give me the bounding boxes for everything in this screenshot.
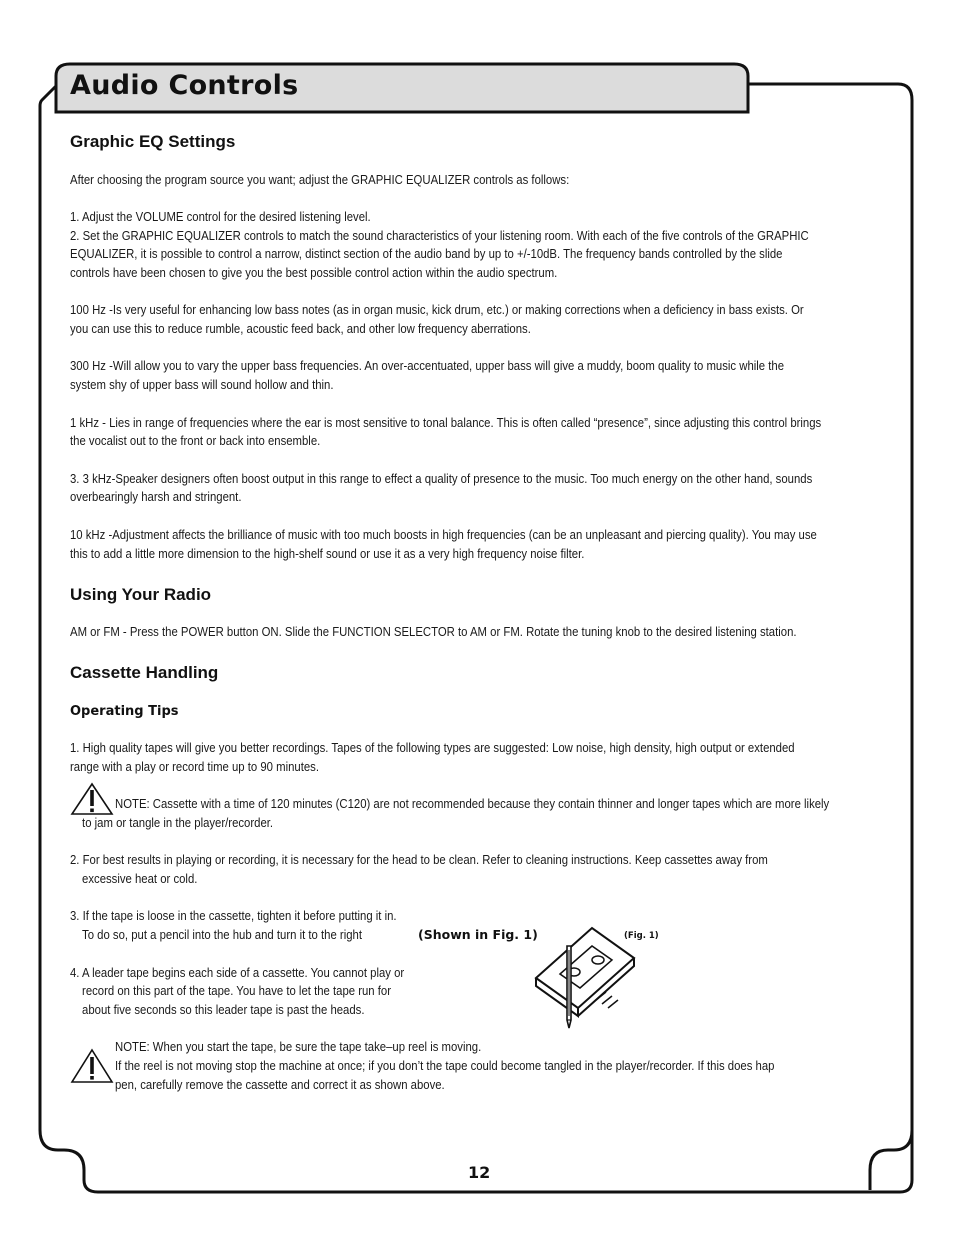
eq-3khz-line1: 3. 3 kHz-Speaker designers often boost output in this range to effect a quality of presence to the music. Too much energy on the other hand, sounds <box>70 471 813 486</box>
radio-text: AM or FM - Press the POWER button ON. Slide the FUNCTION SELECTOR to AM or FM. Rotate the tuning knob to the desired listening station. <box>70 624 797 639</box>
tip3-line2: To do so, put a pencil into the hub and turn it to the right <box>82 927 362 942</box>
eq-intro: After choosing the program source you want; adjust the GRAPHIC EQUALIZER controls as follows: <box>70 172 570 187</box>
warning-triangle-icon <box>70 1048 114 1084</box>
eq-100hz-line1: 100 Hz -Is very useful for enhancing low bass notes (as in organ music, kick drum, etc.) or making corrections when a deficiency in bass exists. Or <box>70 302 804 317</box>
eq-300hz-line2: system shy of upper bass will sound hollow and thin. <box>70 377 334 392</box>
note2-line3: pen, carefully remove the cassette and correct it as shown above. <box>115 1077 445 1092</box>
operating-tips-heading: Operating Tips <box>70 704 179 719</box>
tip3-line1: 3. If the tape is loose in the cassette, tighten it before putting it in. <box>70 908 397 923</box>
page-title: Audio Controls <box>70 70 299 101</box>
eq-3khz-line2: overbearingly harsh and stringent. <box>70 489 242 504</box>
warning-triangle-icon <box>70 782 114 816</box>
eq-step2-line3: controls have been chosen to give you the best possible control action within the audio spectrum. <box>70 265 558 280</box>
tip4-line2: record on this part of the tape. You have to let the tape run for <box>82 983 391 998</box>
tip1-line2: range with a play or record time up to 90 minutes. <box>70 759 320 774</box>
eq-300hz-line1: 300 Hz -Will allow you to vary the upper bass frequencies. An over-accentuated, upper bass will give a muddy, boom quality to music while the <box>70 358 785 373</box>
tip1-line1: 1. High quality tapes will give you better recordings. Tapes of the following types are suggested: Low noise, high density, high output or extended <box>70 740 795 755</box>
note2-line1: NOTE: When you start the tape, be sure the tape take–up reel is moving. <box>115 1039 482 1054</box>
eq-step2-line1: 2. Set the GRAPHIC EQUALIZER controls to match the sound characteristics of your listening room. With each of the five controls of the GRAPHIC <box>70 228 809 243</box>
eq-heading: Graphic EQ Settings <box>70 132 236 151</box>
fig-1-label: (Fig. 1) <box>624 931 659 941</box>
note1-line1: NOTE: Cassette with a time of 120 minutes (C120) are not recommended because they contain thinner and longer tapes which are more likely <box>115 796 830 811</box>
eq-1khz-line1: 1 kHz - Lies in range of frequencies where the ear is most sensitive to tonal balance. This is often called “presence”, since adjusting this control brings <box>70 415 822 430</box>
page-number: 12 <box>468 1163 491 1182</box>
note2-line2: If the reel is not moving stop the machine at once; if you don’t the tape could become tangled in the player/recorder. If this does hap <box>115 1058 775 1073</box>
cassette-pencil-figure <box>530 920 640 1035</box>
eq-step1: 1. Adjust the VOLUME control for the desired listening level. <box>70 209 371 224</box>
eq-10khz-line1: 10 kHz -Adjustment affects the brilliance of music with too much boosts in high frequencies (can be an unpleasant and piercing quality). You may use <box>70 527 817 542</box>
radio-heading: Using Your Radio <box>70 585 212 604</box>
eq-10khz-line2: this to add a little more dimension to the high-shelf sound or use it as a very high frequency noise filter. <box>70 546 585 561</box>
cassette-heading: Cassette Handling <box>70 663 219 682</box>
note1-line2: to jam or tangle in the player/recorder. <box>82 815 274 830</box>
eq-step2-line2: EQUALIZER, it is possible to control a narrow, distinct section of the audio band by up to +/-10dB. The frequency bands controlled by the slide <box>70 246 783 261</box>
tip4-line1: 4. A leader tape begins each side of a cassette. You cannot play or <box>70 965 405 980</box>
eq-100hz-line2: you can use this to reduce rumble, acoustic feed back, and other low frequency aberrations. <box>70 321 531 336</box>
tip2-line2: excessive heat or cold. <box>82 871 198 886</box>
tip2-line1: 2. For best results in playing or recording, it is necessary for the head to be clean. Refer to cleaning instructions. Keep cassettes away from <box>70 852 768 867</box>
eq-1khz-line2: the vocalist out to the front or back into ensemble. <box>70 433 321 448</box>
tip4-line3: about five seconds so this leader tape is past the heads. <box>82 1002 365 1017</box>
shown-in-fig-label: (Shown in Fig. 1) <box>418 927 538 942</box>
